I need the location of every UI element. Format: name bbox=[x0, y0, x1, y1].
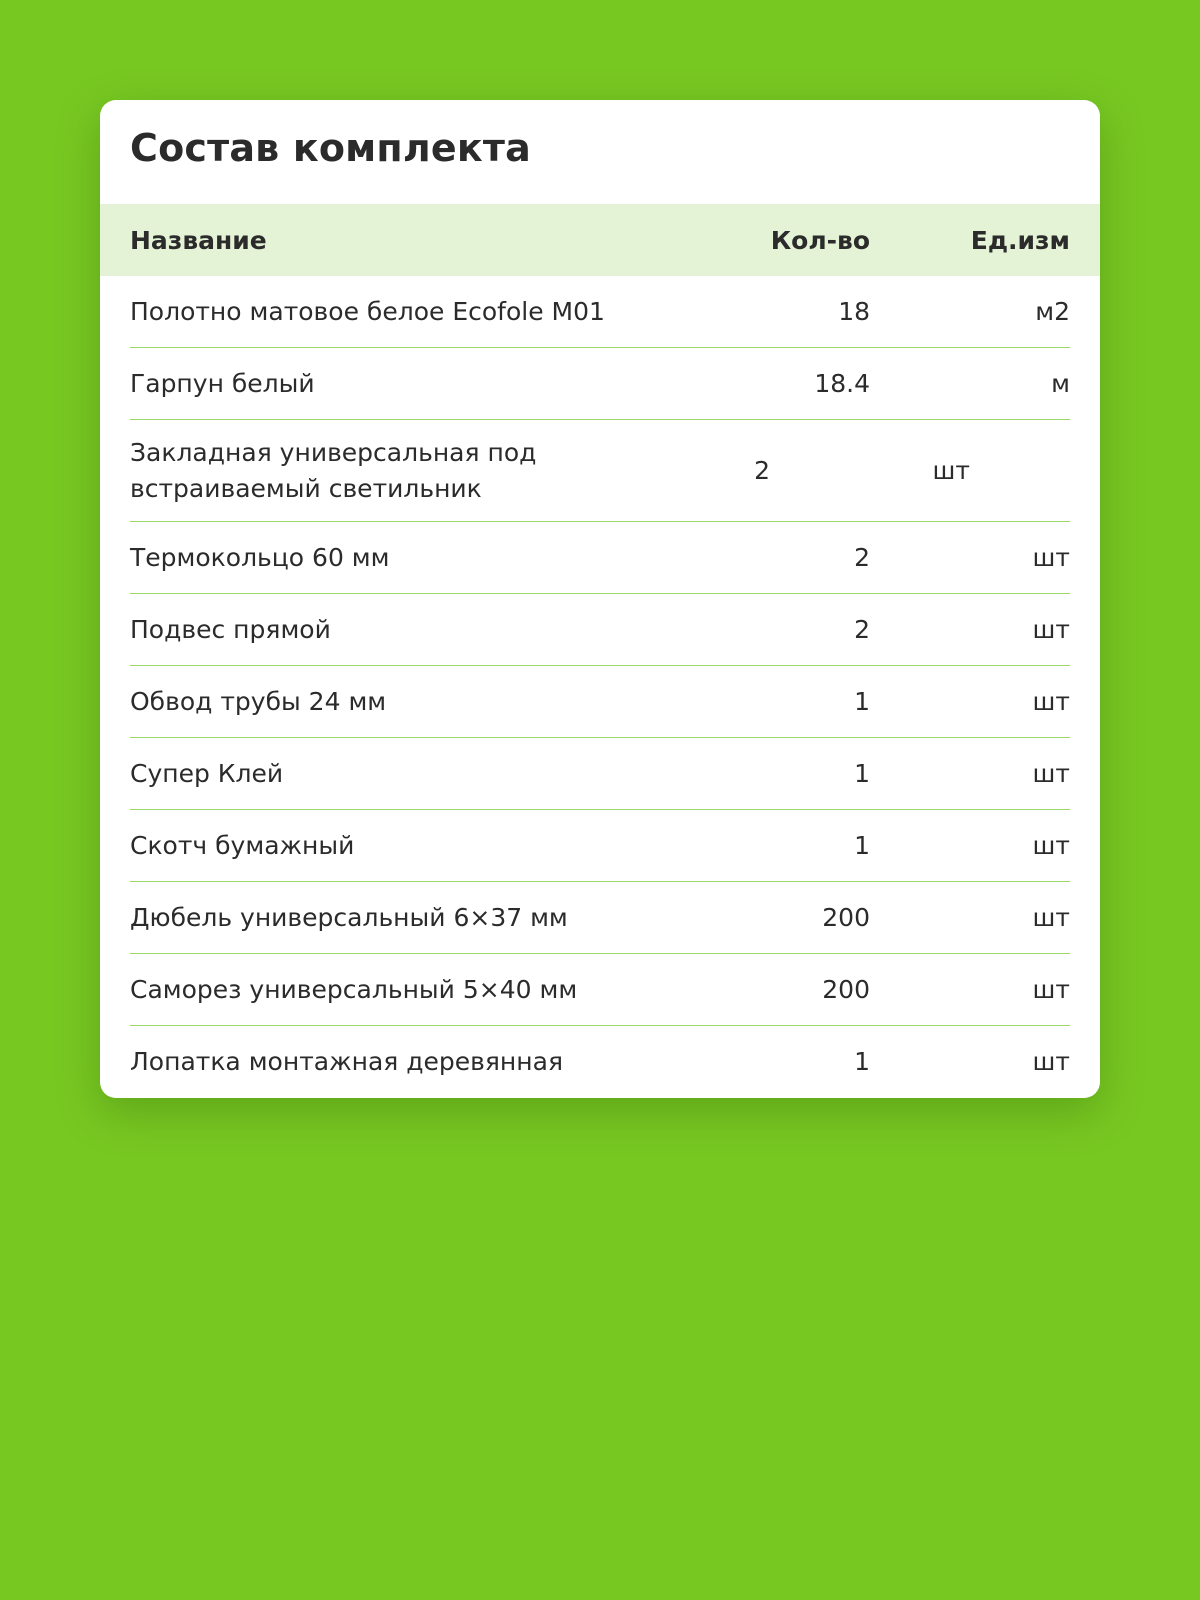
header-qty: Кол-во bbox=[770, 225, 870, 255]
item-qty: 2 bbox=[854, 542, 870, 572]
item-name: Супер Клей bbox=[130, 758, 284, 788]
item-name: Закладная универсальная под встраиваемый светильник bbox=[130, 437, 537, 503]
item-qty: 200 bbox=[822, 902, 870, 932]
item-unit: шт bbox=[1032, 830, 1070, 860]
table-row bbox=[130, 882, 1070, 954]
item-name: Термокольцо 60 мм bbox=[130, 542, 390, 572]
table-row bbox=[130, 738, 1070, 810]
item-qty: 200 bbox=[822, 974, 870, 1004]
item-unit: шт bbox=[1032, 758, 1070, 788]
table-row bbox=[130, 954, 1070, 1026]
table-row bbox=[130, 522, 1070, 594]
item-name: Подвес прямой bbox=[130, 614, 331, 644]
table-row bbox=[130, 1026, 1070, 1098]
card-title: Состав комплекта bbox=[130, 126, 531, 170]
kit-contents-card bbox=[100, 100, 1100, 1098]
item-qty: 1 bbox=[854, 830, 870, 860]
item-unit: шт bbox=[1032, 974, 1070, 1004]
item-qty: 1 bbox=[854, 686, 870, 716]
table-row bbox=[130, 276, 1070, 348]
table-row bbox=[130, 420, 1070, 522]
item-qty: 1 bbox=[854, 758, 870, 788]
item-unit: м2 bbox=[1035, 296, 1070, 326]
item-unit: м bbox=[1051, 368, 1070, 398]
table-header bbox=[100, 204, 1100, 276]
table-row bbox=[130, 666, 1070, 738]
item-unit: шт bbox=[1032, 902, 1070, 932]
item-unit: шт bbox=[1032, 1047, 1070, 1076]
table-body bbox=[100, 276, 1100, 1098]
item-name: Саморез универсальный 5×40 мм bbox=[130, 974, 578, 1004]
item-qty: 1 bbox=[854, 1047, 870, 1076]
table-row bbox=[130, 594, 1070, 666]
item-qty: 2 bbox=[754, 455, 770, 485]
item-name: Полотно матовое белое Ecofole M01 bbox=[130, 296, 605, 326]
header-name: Название bbox=[130, 225, 267, 255]
item-name: Скотч бумажный bbox=[130, 830, 355, 860]
item-name: Обвод трубы 24 мм bbox=[130, 686, 387, 716]
item-qty: 18.4 bbox=[814, 368, 870, 398]
item-name: Гарпун белый bbox=[130, 368, 315, 398]
table-row bbox=[130, 810, 1070, 882]
item-name: Лопатка монтажная деревянная bbox=[130, 1047, 563, 1076]
item-name: Дюбель универсальный 6×37 мм bbox=[130, 902, 568, 932]
table-row bbox=[130, 348, 1070, 420]
item-qty: 18 bbox=[838, 296, 870, 326]
item-qty: 2 bbox=[854, 614, 870, 644]
item-unit: шт bbox=[1032, 614, 1070, 644]
item-unit: шт bbox=[932, 455, 970, 485]
item-unit: шт bbox=[1032, 542, 1070, 572]
item-unit: шт bbox=[1032, 686, 1070, 716]
header-unit: Ед.изм bbox=[970, 225, 1070, 255]
